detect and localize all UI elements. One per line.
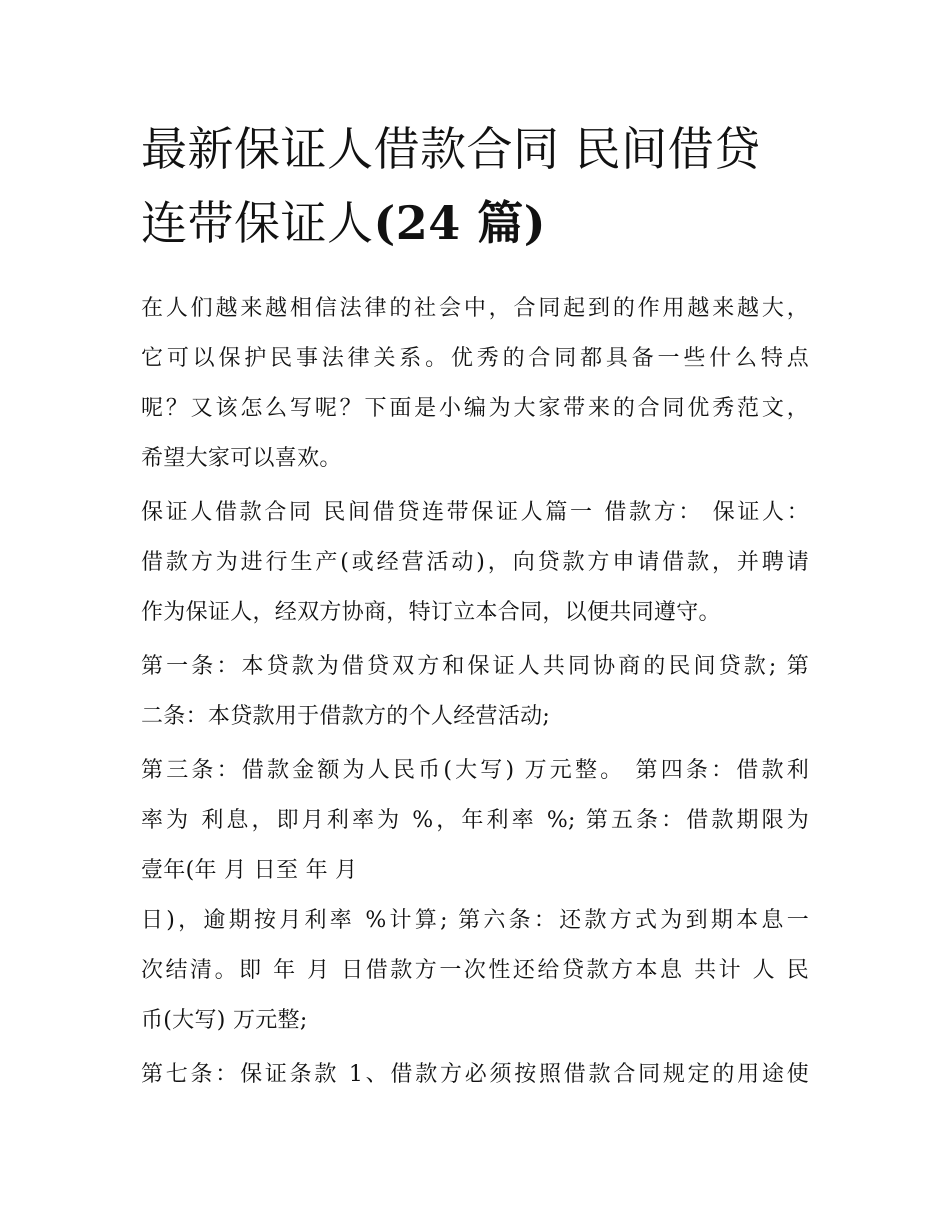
title-line-2 bbox=[141, 186, 809, 260]
text-line: 壹年(年 月 日至 年 月 bbox=[141, 858, 358, 883]
text-line: 保证人借款合同 民间借贷连带保证人篇一 借款方： 保证人： bbox=[141, 500, 809, 525]
text-line: 在人们越来越相信法律的社会中，合同起到的作用越来越大， bbox=[141, 296, 809, 321]
text-line: 率为 利息，即月利率为 %，年利率 %; 第五条：借款期限为 bbox=[141, 808, 809, 833]
text-line: 它可以保护民事法律关系。优秀的合同都具备一些什么特点 bbox=[141, 346, 809, 371]
text-line: 第一条：本贷款为借贷双方和保证人共同协商的民间贷款; 第 bbox=[141, 654, 809, 679]
text-line: 第三条：借款金额为人民币(大写) 万元整。 第四条：借款利 bbox=[141, 758, 809, 783]
document-page bbox=[141, 112, 809, 1104]
text-line: 呢？又该怎么写呢？下面是小编为大家带来的合同优秀范文， bbox=[141, 396, 809, 421]
paragraph-intro bbox=[141, 284, 809, 484]
text-line: 币(大写) 万元整; bbox=[141, 1008, 308, 1033]
paragraph-article-1-2 bbox=[141, 642, 809, 742]
title-line-1: 最新保证人借款合同 民间借贷 bbox=[141, 122, 761, 176]
text-line: 希望大家可以喜欢。 bbox=[141, 446, 342, 471]
text-line: 借款方为进行生产(或经营活动)，向贷款方申请借款，并聘请 bbox=[141, 550, 809, 575]
text-line: 第七条：保证条款 1、借款方必须按照借款合同规定的用途使 bbox=[141, 1062, 809, 1087]
text-line: 日)，逾期按月利率 %计算; 第六条：还款方式为到期本息一 bbox=[141, 908, 809, 933]
paragraph-article-3-6 bbox=[141, 746, 809, 1046]
text-line: 作为保证人，经双方协商，特订立本合同，以便共同遵守。 bbox=[141, 600, 721, 625]
paragraph-article-7 bbox=[141, 1050, 809, 1100]
paragraph-contract-header bbox=[141, 488, 809, 638]
text-line: 次结清。即 年 月 日借款方一次性还给贷款方本息 共计 人 民 bbox=[141, 958, 809, 983]
title-line-2-text: 连带保证人(24 篇) bbox=[141, 196, 547, 250]
document-title bbox=[141, 112, 809, 260]
text-line: 二条：本贷款用于借款方的个人经营活动; bbox=[141, 704, 551, 729]
